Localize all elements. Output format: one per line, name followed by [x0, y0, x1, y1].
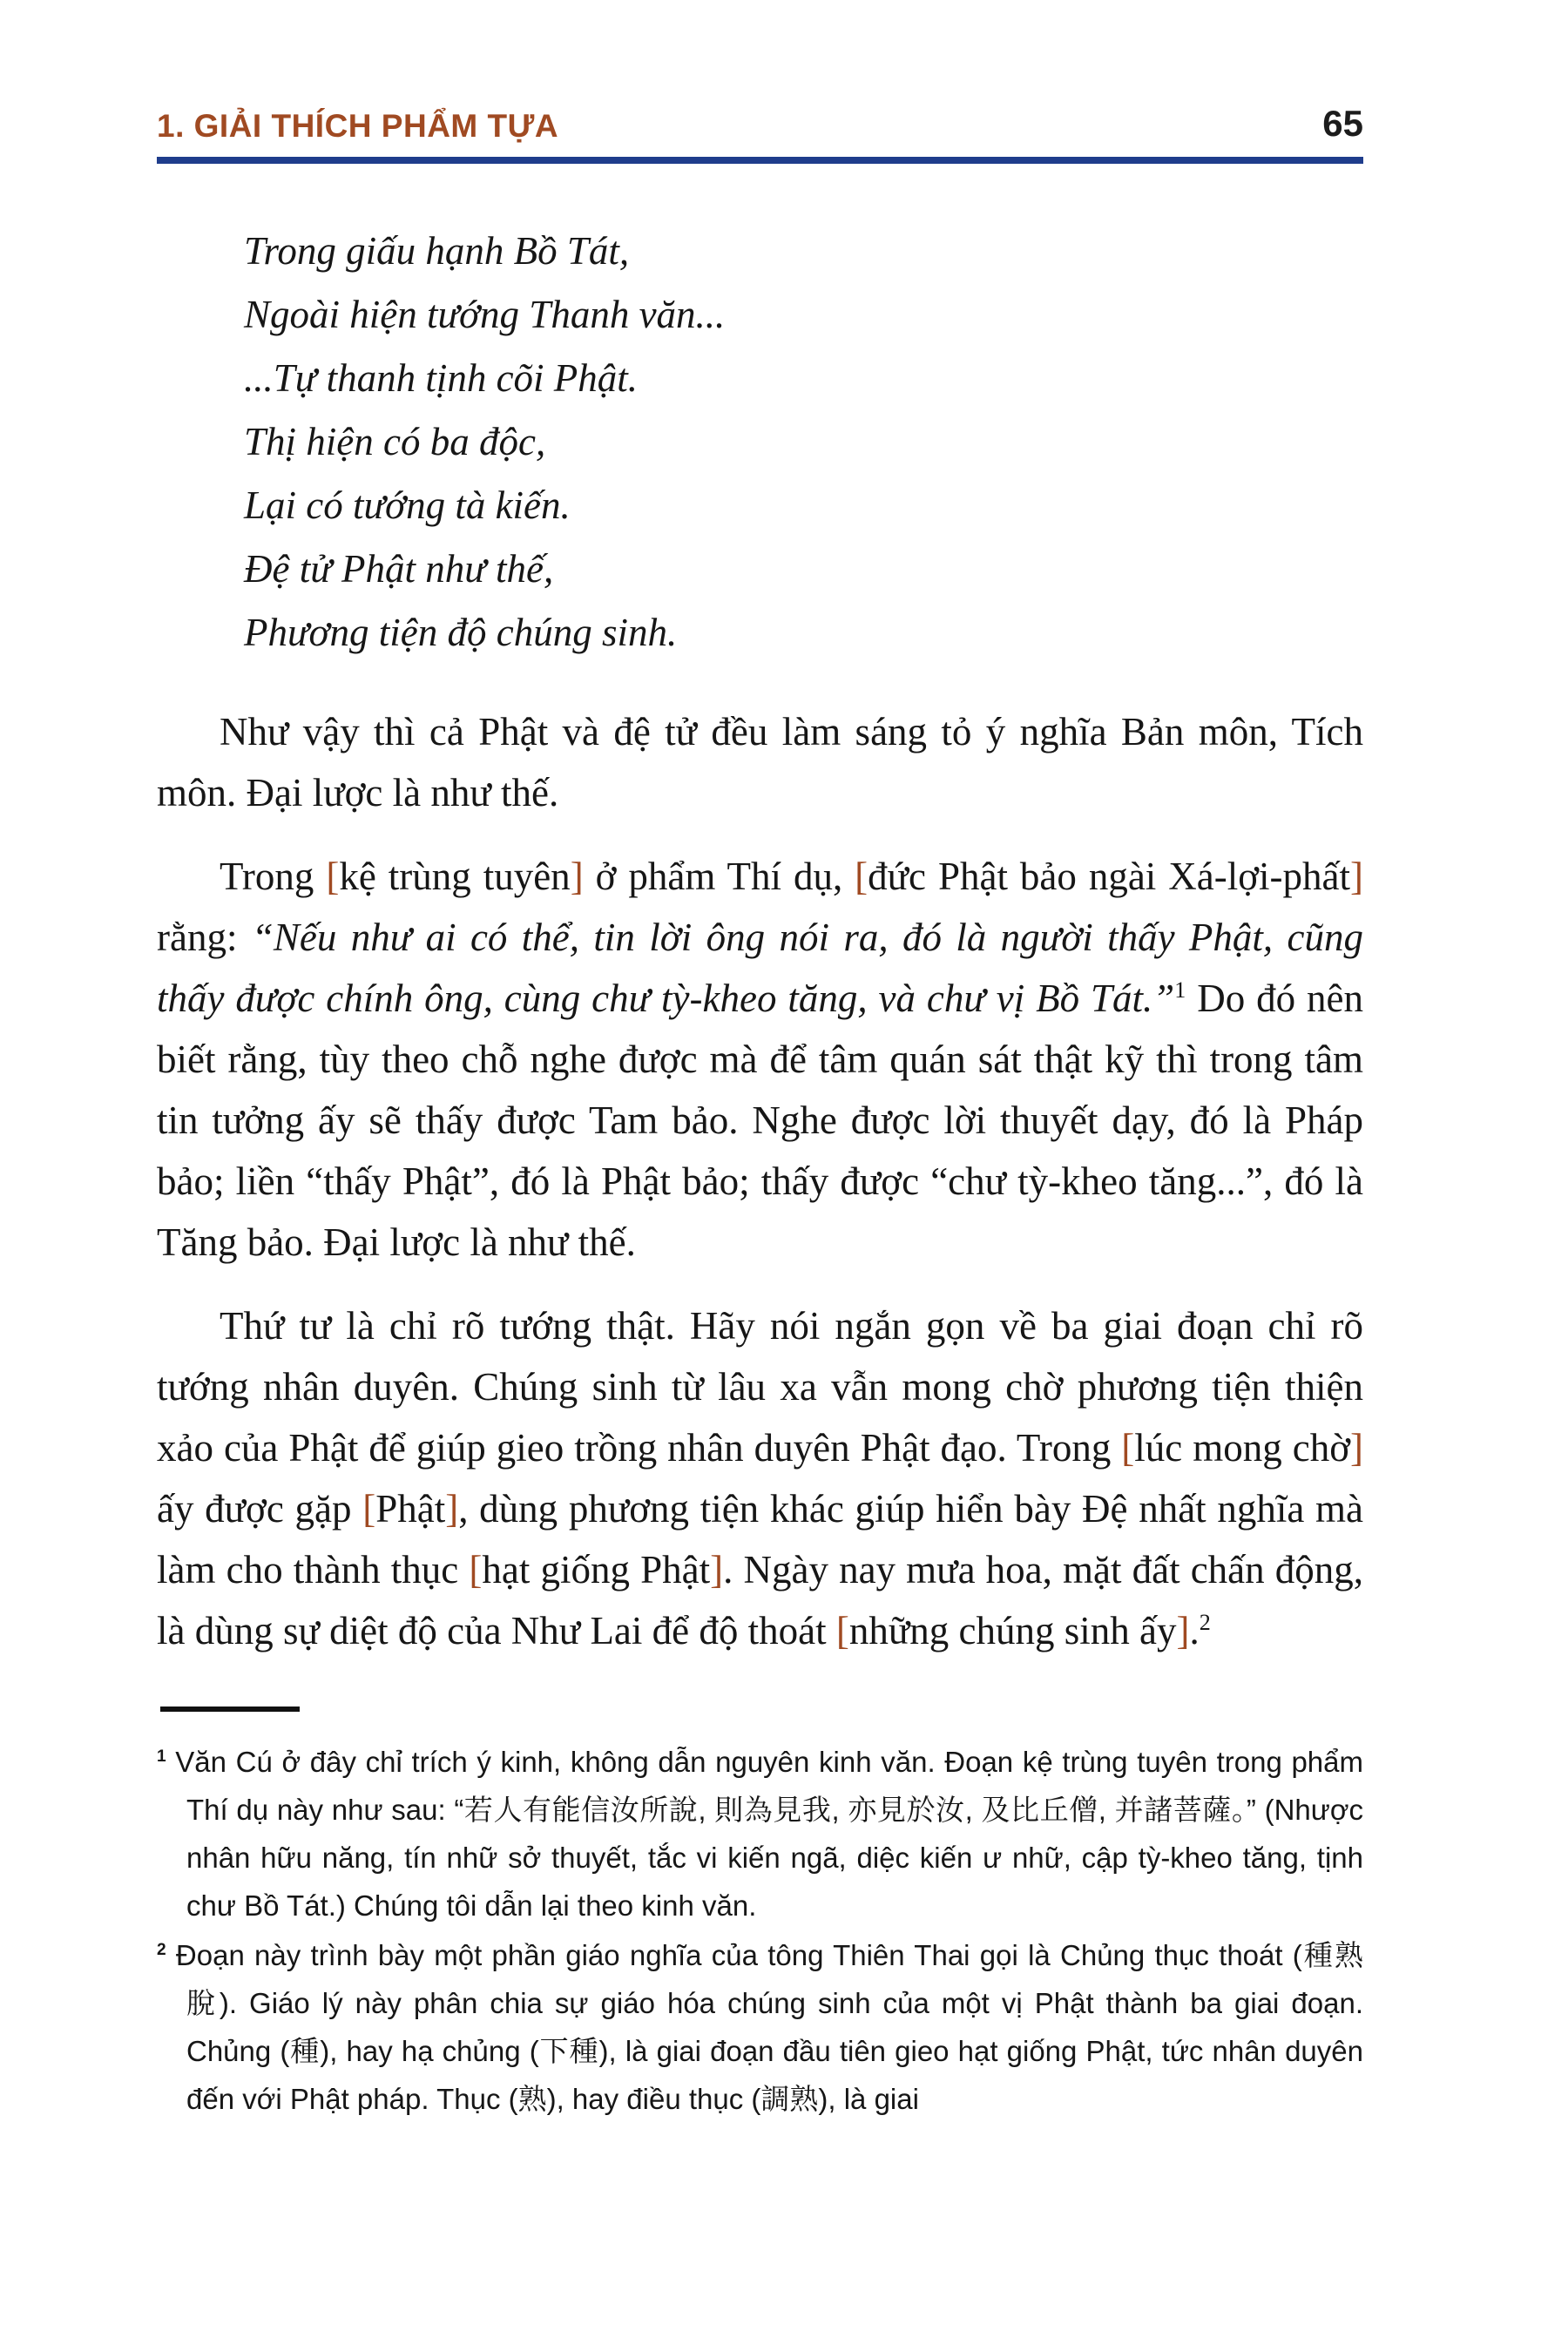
footnote	[157, 1931, 1363, 2123]
footnote	[157, 1738, 1363, 1930]
text-segment: . Ngày nay mưa hoa, mặt đất chấn động, là dùng sự diệt độ của Như Lai để độ thoát	[157, 1548, 1364, 1652]
text-segment: “Nếu như ai có thể, tin lời ông nói ra, đó là người thấy Phật, cũng thấy được chính ông, cùng chư tỳ-kheo tăng, và chư vị Bồ Tát.”	[157, 916, 1363, 1020]
page-header	[157, 103, 1363, 145]
paragraph	[157, 846, 1363, 1273]
paragraph	[157, 701, 1363, 823]
verse-line: Lại có tướng tà kiến.	[244, 483, 571, 527]
text-segment: rằng:	[157, 916, 252, 959]
text-segment: lúc mong chờ	[1134, 1426, 1350, 1470]
verse-line: ...Tự thanh tịnh cõi Phật.	[244, 356, 639, 400]
text-segment: Phật	[375, 1487, 446, 1531]
text-segment: Đoạn này trình bày một phần giáo nghĩa của tông Thiên Thai gọi là Chủng thục thoát (種熟脫). Giáo lý này phân chia sự giáo hóa chúng sinh của một vị Phật thành ba giai đoạn. Chủng (種), hay hạ chủng (下種), là giai đoạn đầu tiên gieo hạt giống Phật, tức nhân duyên đến với Phật pháp. Thục (熟), hay điều thục (調熟), là giai	[166, 1939, 1363, 2115]
text-segment: Do đó nên biết rằng, tùy theo chỗ nghe được mà để tâm quán sát thật kỹ thì trong tâm tin tưởng ấy sẽ thấy được Tam bảo. Nghe được lời thuyết dạy, đó là Pháp bảo; liền “thấy Phật”, đó là Phật bảo; thấy được “chư tỳ-kheo tăng...”, đó là Tăng bảo. Đại lược là như thế.	[157, 977, 1363, 1264]
footnote-ref: 1	[157, 1747, 166, 1766]
verse-line: Trong giấu hạnh Bồ Tát,	[244, 229, 630, 273]
paragraph	[157, 1295, 1363, 1661]
footnote-separator	[160, 1707, 300, 1712]
footnote-ref: 1	[1174, 977, 1186, 1003]
text-segment: những chúng sinh ấy	[848, 1609, 1177, 1652]
bracket-mark: ]	[1176, 1609, 1190, 1652]
verse-line: Ngoài hiện tướng Thanh văn...	[244, 293, 726, 336]
bracket-mark: ]	[710, 1548, 724, 1592]
bracket-mark: ]	[1350, 1426, 1363, 1470]
bracket-mark: ]	[570, 855, 584, 898]
text-segment: ấy được gặp	[157, 1487, 363, 1531]
text-segment: ở phẩm Thí dụ,	[583, 855, 855, 898]
text-segment: Thứ tư là chỉ rõ tướng thật. Hãy nói ngắn gọn về ba giai đoạn chỉ rõ tướng nhân duyên. Chúng sinh từ lâu xa vẫn mong chờ phương tiện thiện xảo của Phật để giúp gieo trồng nhân duyên Phật đạo. Trong	[157, 1304, 1363, 1470]
verse-line: Đệ tử Phật như thế,	[244, 547, 554, 591]
text-segment: Như vậy thì cả Phật và đệ tử đều làm sáng tỏ ý nghĩa Bản môn, Tích môn. Đại lược là như thế.	[157, 710, 1363, 814]
footnote-ref: 2	[1199, 1610, 1211, 1635]
bracket-mark: [	[362, 1487, 376, 1531]
bracket-mark: [	[855, 855, 868, 898]
body-text	[157, 701, 1363, 1661]
text-segment: hạt giống Phật	[482, 1548, 711, 1592]
text-segment: .	[1189, 1609, 1200, 1652]
verse-line: Phương tiện độ chúng sinh.	[244, 611, 678, 654]
text-segment: đức Phật bảo ngài Xá-lợi-phất	[868, 855, 1350, 898]
footnotes-block	[157, 1738, 1363, 2123]
bracket-mark: [	[469, 1548, 483, 1592]
bracket-mark: ]	[445, 1487, 459, 1531]
text-segment: Trong	[220, 855, 327, 898]
verse-line: Thị hiện có ba độc,	[244, 420, 546, 463]
bracket-mark: ]	[1349, 855, 1363, 898]
bracket-mark: [	[1121, 1426, 1135, 1470]
text-segment: , dùng phương tiện khác giúp hiển bày Đệ nhất nghĩa mà làm cho thành thục	[157, 1487, 1363, 1592]
page-number: 65	[1322, 103, 1363, 144]
verse-block	[244, 220, 1363, 665]
footnote-ref: 2	[157, 1941, 166, 1959]
bracket-mark: [	[835, 1609, 849, 1652]
text-segment: kệ trùng tuyên	[339, 855, 571, 898]
chapter-title: 1. GIẢI THÍCH PHẨM TỰA	[157, 108, 559, 144]
header-rule	[157, 157, 1363, 164]
bracket-mark: [	[326, 855, 340, 898]
text-segment: Văn Cú ở đây chỉ trích ý kinh, không dẫn nguyên kinh văn. Đoạn kệ trùng tuyên trong phẩm Thí dụ này như sau: “若人有能信汝所說, 則為見我, 亦見於汝, 及比丘僧, 并諸菩薩。” (Nhược nhân hữu năng, tín nhữ sở thuyết, tắc vi kiến ngã, diệc kiến ư nhữ, cập tỳ-kheo tăng, tịnh chư Bồ Tát.) Chúng tôi dẫn lại theo kinh văn.	[166, 1746, 1363, 1922]
